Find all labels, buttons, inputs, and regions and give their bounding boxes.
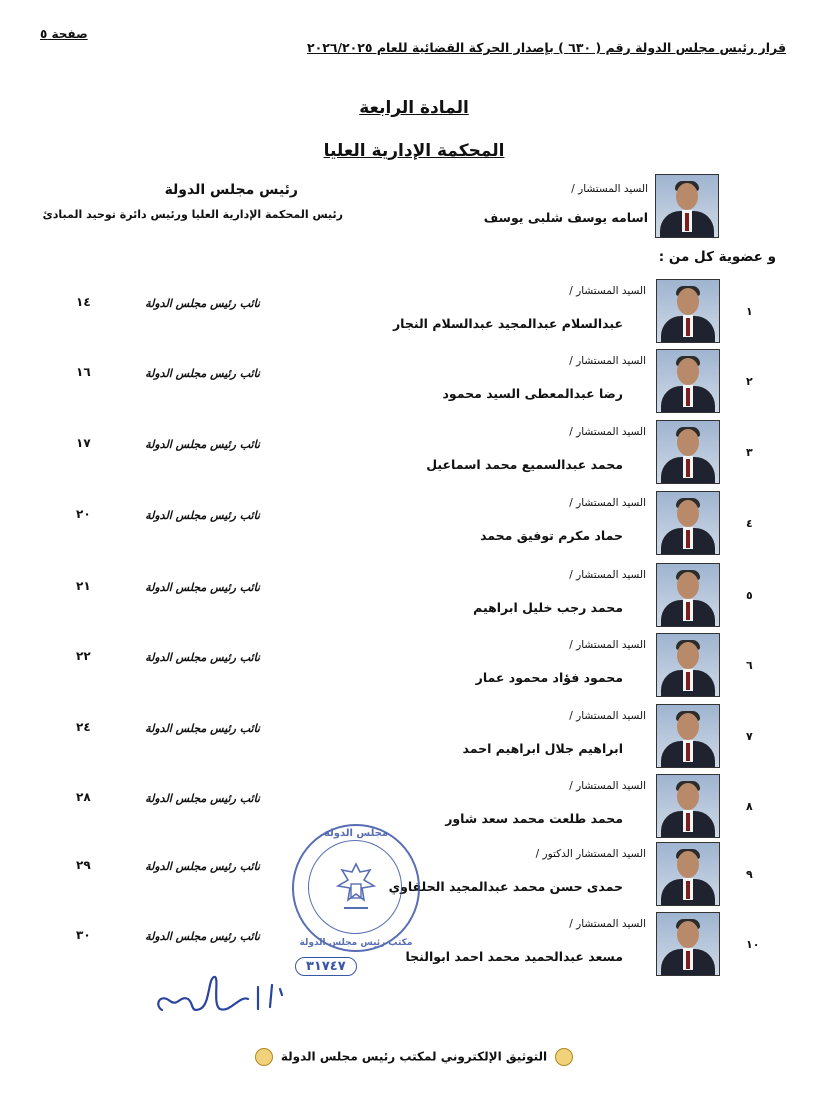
member-index: ٧ <box>746 730 753 743</box>
president-photo <box>655 174 719 238</box>
eagle-emblem-icon <box>334 860 378 914</box>
member-role: نائب رئيس مجلس الدولة <box>145 438 260 451</box>
member-name: حماد مكرم توفيق محمد <box>480 528 623 543</box>
member-index: ٤ <box>746 517 753 530</box>
council-logo-icon <box>555 1048 573 1066</box>
member-title-label: السيد المستشار / <box>569 918 646 930</box>
court-title: المحكمة الإدارية العليا <box>323 141 505 161</box>
member-index: ٩ <box>746 868 753 881</box>
member-seniority: ٢٨ <box>76 790 91 804</box>
member-title-label: السيد المستشار / <box>569 639 646 651</box>
member-name: محمد رجب خليل ابراهيم <box>473 600 623 615</box>
council-logo-icon <box>255 1048 273 1066</box>
member-index: ٨ <box>746 800 753 813</box>
member-seniority: ٢٠ <box>76 507 91 521</box>
footer <box>0 1048 828 1066</box>
member-title-label: السيد المستشار / <box>569 569 646 581</box>
article-title: المادة الرابعة <box>359 98 469 118</box>
member-photo <box>656 420 720 484</box>
member-index: ٥ <box>746 589 753 602</box>
member-name: ابراهيم جلال ابراهيم احمد <box>462 741 623 756</box>
page-number: صفحة ٥ <box>40 27 88 41</box>
member-index: ١٠ <box>746 938 760 951</box>
stamp-number: ٣١٧٤٧ <box>295 957 357 976</box>
member-title-label: السيد المستشار / <box>569 780 646 792</box>
member-role: نائب رئيس مجلس الدولة <box>145 722 260 735</box>
official-stamp <box>292 824 420 952</box>
member-title-label: السيد المستشار / <box>569 355 646 367</box>
president-role: رئيس مجلس الدولة <box>164 182 298 198</box>
member-index: ٣ <box>746 446 753 459</box>
member-role: نائب رئيس مجلس الدولة <box>145 930 260 943</box>
member-role: نائب رئيس مجلس الدولة <box>145 297 260 310</box>
member-title-label: السيد المستشار / <box>569 285 646 297</box>
member-photo <box>656 774 720 838</box>
member-seniority: ٢١ <box>76 579 91 593</box>
member-title-label: السيد المستشار / <box>569 426 646 438</box>
member-name: محمد عبدالسميع محمد اسماعيل <box>426 457 623 472</box>
signature-icon <box>150 965 300 1025</box>
member-photo <box>656 842 720 906</box>
member-photo <box>656 491 720 555</box>
president-role-detail: رئيس المحكمة الإدارية العليا ورئيس دائرة توحيد المبادئ <box>42 208 343 221</box>
member-photo <box>656 279 720 343</box>
president-title-label: السيد المستشار / <box>571 183 648 195</box>
member-seniority: ١٧ <box>76 436 91 450</box>
member-role: نائب رئيس مجلس الدولة <box>145 651 260 664</box>
membership-label: و عضوية كل من : <box>658 249 776 265</box>
member-name: محمود فؤاد محمود عمار <box>475 670 623 685</box>
member-role: نائب رئيس مجلس الدولة <box>145 367 260 380</box>
member-photo <box>656 563 720 627</box>
member-photo <box>656 349 720 413</box>
president-name: اسامه يوسف شلبى يوسف <box>483 210 648 225</box>
member-photo <box>656 704 720 768</box>
member-index: ١ <box>746 305 753 318</box>
member-photo <box>656 912 720 976</box>
member-role: نائب رئيس مجلس الدولة <box>145 581 260 594</box>
member-seniority: ٢٤ <box>76 720 91 734</box>
member-index: ٦ <box>746 659 753 672</box>
member-name: حمدى حسن محمد عبدالمجيد الحلفاوي <box>388 879 623 894</box>
member-name: عبدالسلام عبدالمجيد عبدالسلام النجار <box>392 316 623 331</box>
member-title-label: السيد المستشار / <box>569 710 646 722</box>
member-seniority: ٢٩ <box>76 858 91 872</box>
member-role: نائب رئيس مجلس الدولة <box>145 792 260 805</box>
member-index: ٢ <box>746 375 753 388</box>
member-name: مسعد عبدالحميد محمد احمد ابوالنجا <box>405 949 623 964</box>
member-photo <box>656 633 720 697</box>
member-role: نائب رئيس مجلس الدولة <box>145 509 260 522</box>
footer-text: التوثيق الإلكتروني لمكتب رئيس مجلس الدولة <box>280 1049 548 1064</box>
member-seniority: ١٦ <box>76 365 91 379</box>
stamp-top-text: مجلس الدولة <box>323 828 389 839</box>
stamp-bottom-text: مكتب رئيس مجلس الدولة <box>299 938 413 948</box>
member-name: رضا عبدالمعطى السيد محمود <box>442 386 623 401</box>
member-seniority: ٢٢ <box>76 649 91 663</box>
member-title-label: السيد المستشار الدكتور / <box>535 848 646 860</box>
member-seniority: ٣٠ <box>76 928 91 942</box>
member-seniority: ١٤ <box>76 295 91 309</box>
member-role: نائب رئيس مجلس الدولة <box>145 860 260 873</box>
member-title-label: السيد المستشار / <box>569 497 646 509</box>
decree-header: قرار رئيس مجلس الدولة رقم ( ٦٣٠ ) بإصدار الحركة القضائية للعام ٢٠٢٦/٢٠٢٥ <box>306 40 786 55</box>
member-name: محمد طلعت محمد سعد شاور <box>445 811 623 826</box>
